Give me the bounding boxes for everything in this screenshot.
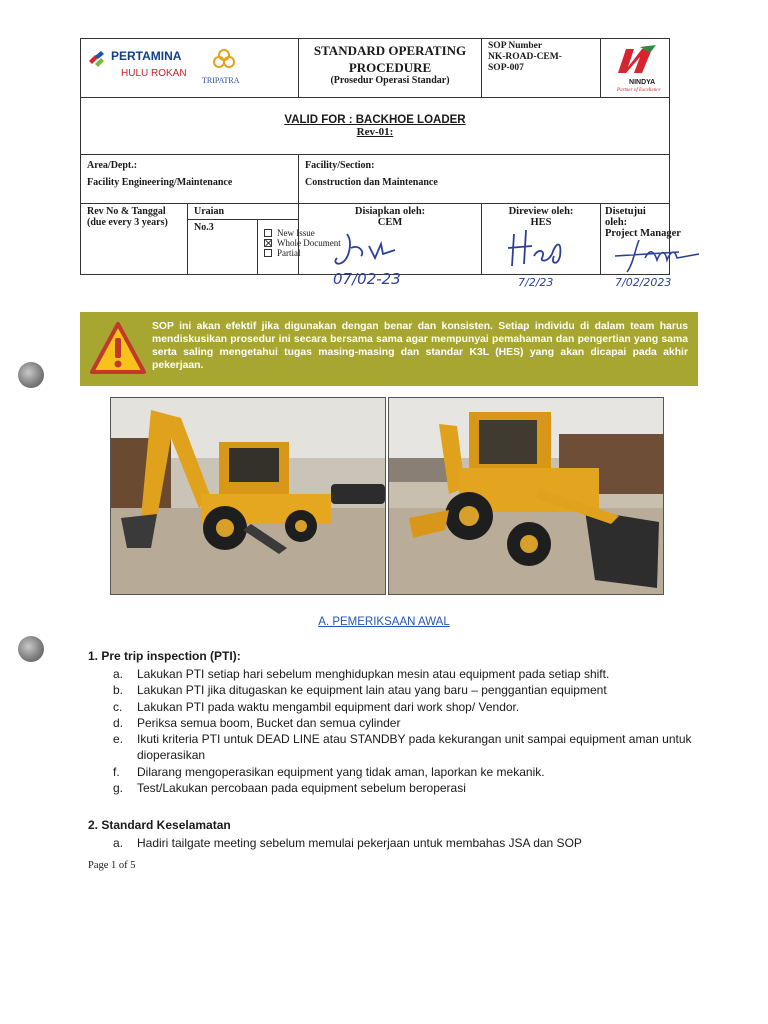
prepared-cell [299,204,482,288]
approved-label: Disetujui oleh: [605,206,646,228]
list-item: a. Lakukan PTI setiap hari sebelum menghidupkan mesin atau equipment pada setiap shift. [113,667,610,681]
checkbox-whole-document[interactable] [264,239,272,247]
prepared-label: Disiapkan oleh: [354,206,426,217]
section-title-safety: 2. Standard Keselamatan [88,818,231,832]
pti-list [113,666,703,796]
sop-header-table [80,38,681,289]
sop-number-value: NK-ROAD-CEM-SOP-007 [488,52,562,73]
area-cell [81,155,299,204]
reviewed-by: HES [530,217,552,228]
facility-value: Construction dan Maintenance [305,177,438,188]
revision-label: Rev-01: [356,126,394,138]
contractor-logo [601,39,670,98]
uraian-label: Uraian [188,204,299,220]
option-whole-document[interactable]: Whole Document [264,238,475,248]
nindya-logo-icon [610,43,662,79]
prepared-signature [329,232,419,272]
safety-list [113,835,703,851]
area-label: Area/Dept.: [87,160,138,171]
backhoe-photo-front [110,397,386,595]
sop-number-label: SOP Number [488,41,543,51]
list-item: b. Lakukan PTI jika ditugaskan ke equipment lain atau yang baru – penggantian equipment [113,683,607,698]
company-name: PERTAMINA [111,49,182,63]
list-item: c. Lakukan PTI pada waktu mengambil equipment dari work shop/ Vendor. [113,699,520,714]
rev-cell [81,204,188,275]
sop-number-cell [482,39,601,98]
facility-cell [299,155,670,204]
valid-for-title: VALID FOR : BACKHOE LOADER [284,114,466,126]
sop-title-line2: PROCEDURE [348,60,432,75]
option-partial[interactable]: Partial [264,248,475,258]
checkbox-partial[interactable] [264,249,272,257]
rev-number: No.3 [188,220,258,275]
warning-text: SOP ini akan efektif jika digunakan dengan benar dan konsisten. Setiap individu di dalam team harus mendiskusikan prosedur ini secara bersama sama agar mempunyai pemahaman dan pengertian yang sama serta saling mengetahui tugas masing-masing dan standar K3L (HES) yang akan dicapai pada akhir pekerjaan. [152,321,688,371]
prepared-date: 07/02-23 [333,270,401,288]
area-value: Facility Engineering/Maintenance [87,177,233,188]
approved-signature [609,236,709,276]
rev-label: Rev No & Tanggal (due every 3 years) [87,206,168,228]
company-subname: HULU ROKAN [121,68,187,79]
approved-cell [601,204,681,289]
approved-date: 7/02/2023 [615,276,672,289]
punch-hole [18,636,44,662]
reviewed-label: Direview oleh: [508,206,574,217]
pertamina-logo-icon [87,49,109,71]
backhoe-photo-side [388,397,664,595]
list-item: g. Test/Lakukan percobaan pada equipment sebelum beroperasi [113,781,466,796]
list-item: e. Ikuti kriteria PTI untuk DEAD LINE atau STANDBY pada kekurangan unit sampai equipment aman untuk dioperasikan [113,732,692,763]
company-logos [81,39,299,98]
list-item: a. Hadiri tailgate meeting sebelum memulai pekerjaan untuk membahas JSA dan SOP [113,836,582,850]
partner-name: TRIPATRA [202,76,240,85]
list-item: f. Dilarang mengoperasikan equipment yang tidak aman, laporkan ke mekanik. [113,764,545,779]
warning-banner [80,312,698,386]
option-new-issue[interactable]: New Issue [264,228,475,238]
sop-title-line1: STANDARD OPERATING [313,43,467,58]
prepared-by: CEM [377,217,403,228]
punch-hole [18,362,44,388]
approved-by: Project Manager [605,228,681,239]
contractor-tagline: Partner of Excellence [617,88,661,93]
section-heading: A. PEMERIKSAAN AWAL [318,616,450,628]
sop-title-subtitle: (Prosedur Operasi Standar) [330,75,450,86]
section-title-pti: 1. Pre trip inspection (PTI): [88,649,241,663]
reviewed-date: 7/2/23 [518,276,554,289]
warning-triangle-icon [88,320,148,376]
checkbox-new-issue[interactable] [264,229,272,237]
tripatra-logo-icon [212,47,236,71]
sop-title-cell [299,39,482,98]
contractor-name: NINDYA [629,79,656,86]
reviewed-cell [482,204,601,289]
list-item: d. Periksa semua boom, Bucket dan semua cylinder [113,715,401,730]
facility-label: Facility/Section: [305,160,375,171]
valid-for-cell [81,98,670,155]
page-number: Page 1 of 5 [88,860,136,871]
reviewed-signature [500,226,580,276]
